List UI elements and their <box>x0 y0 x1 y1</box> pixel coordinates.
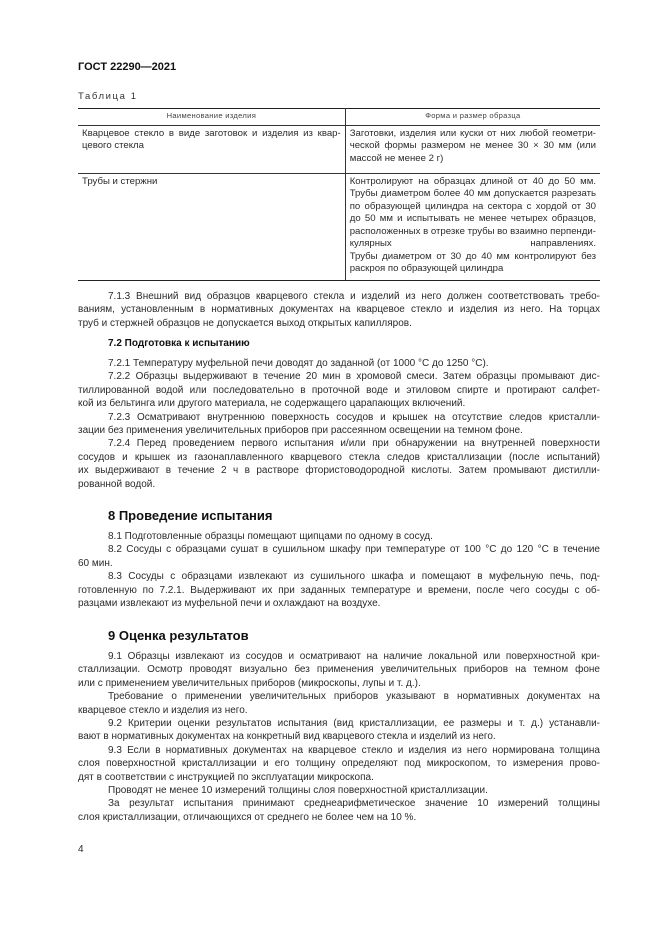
text-line: 8.3 Сосуды с образцами извлекают из сушильного шкафа и помещают в муфельную печь, под- <box>108 571 600 583</box>
section-heading-8: 8 Проведение испытания <box>108 508 273 523</box>
cell-sample-form <box>345 125 600 173</box>
text-line: массой не менее 2 г) <box>349 152 444 164</box>
text-line: 7.2.2 Образцы выдерживают в течение 20 мин в хромовой смеси. Затем образцы промывают дис- <box>108 371 600 383</box>
paragraph <box>78 690 600 717</box>
text-line: Трубы диаметром от 30 до 40 мм контролируют без <box>349 250 596 262</box>
text-line: или с применением увеличительных приборов (микроскопы, лупы и т. д.). <box>78 677 421 689</box>
text-line: до 50 мм и испытывать не менее четырех образцов, <box>349 213 596 224</box>
text-line: 7.2.1 Температуру муфельной печи доводят до заданной (от 1000 °С до 1250 °С). <box>108 358 489 369</box>
section-9-body <box>78 650 600 824</box>
text-line: Трубы диаметром более 40 мм допускается разрезать <box>349 188 596 199</box>
table-row <box>78 173 600 280</box>
text-line: тиллированной водой или последовательно в проточной воде и этиловом спирте и протирают салфет- <box>78 384 600 396</box>
text-line: Проводят не менее 10 измерений толщины слоя поверхностной кристаллизации. <box>108 785 488 797</box>
section-7-2-body <box>78 357 600 491</box>
text-line: 7.2.3 Осматривают внутреннюю поверхность сосудов и крышек на отсутствие следов кристалли- <box>108 411 600 423</box>
text-line: 8.1 Подготовленные образцы помещают щипцами по одному в сосуд. <box>108 531 433 542</box>
text-line: 9.3 Если в нормативных документах на кварцевое стекло и изделия из него нормирована толщина <box>108 744 600 756</box>
text-line: готовленную по 7.2.1. Выдерживают их при заданных температуре и времени, после чего сосуды с об- <box>78 584 600 596</box>
paragraph <box>78 437 600 491</box>
paragraph <box>78 357 600 370</box>
text-line: слоя кристаллизации, отличающихся от среднего не более чем на 10 %. <box>78 811 417 823</box>
text-line: ческой формы размером не менее 30 × 30 мм (или <box>349 140 596 151</box>
text-line: 9.2 Критерии оценки результатов испытания (вид кристаллизации, ее размеры и т. д.) устанавли- <box>108 718 600 730</box>
text-line: слоя поверхностной кристаллизации и его толщину определяют под микроскопом, то измерения прово- <box>78 758 600 770</box>
section-heading-9: 9 Оценка результатов <box>108 628 249 643</box>
paragraph <box>78 290 600 330</box>
paragraph <box>78 650 600 690</box>
text-line: сосудов и крышек из газонаплавленного кварцевого стекла следов кристаллизации (после испытаний) <box>78 451 600 463</box>
section-8-body <box>78 530 600 610</box>
paragraph <box>78 744 600 784</box>
text-line: кулярных направлениях. <box>349 238 596 249</box>
cell-product-name <box>78 125 345 173</box>
paragraph <box>78 797 600 824</box>
column-header: Наименование изделия <box>78 109 345 126</box>
paragraph <box>78 717 600 744</box>
table-row <box>78 125 600 173</box>
text-line: кой из бельтинга или другого материала, не содержащего царапающих включений. <box>78 398 466 410</box>
text-line: зации без применения увеличительных приборов при рассеянном освещении на темном фоне. <box>78 425 523 437</box>
text-line: расположенных в отрезке трубы во взаимно перпенди- <box>349 225 596 237</box>
paragraph <box>78 784 600 797</box>
text-line: кварцевое стекло и изделия из него. <box>78 704 248 716</box>
paragraph <box>78 530 600 543</box>
text-line: 7.2.4 Перед проведением первого испытания и/или при обнаружении на внутренней поверхности <box>108 438 600 450</box>
paragraph <box>78 411 600 438</box>
text-line: рованной водой. <box>78 478 156 490</box>
clause-7-1-3 <box>78 290 600 330</box>
text-line: 7.1.3 Внешний вид образцов кварцевого стекла и изделий из него должен соответствовать требо- <box>108 291 600 302</box>
text-line: их выдерживают в течение 2 ч в растворе фтористоводородной кислоты. Затем промывают дистилли- <box>78 465 600 477</box>
section-heading-7-2: 7.2 Подготовка к испытанию <box>108 338 250 349</box>
table-caption: Таблица 1 <box>78 91 138 102</box>
text-line: Требование о применении увеличительных приборов указывают в нормативных документах на <box>108 691 600 703</box>
text-line: по образующей цилиндра на сектора с хордой от 30 <box>349 200 596 212</box>
sample-table <box>78 108 600 281</box>
text-line: дят в соответствии с инструкцией по эксплуатации микроскопа. <box>78 771 374 783</box>
text-line: цевого стекла <box>82 140 144 151</box>
paragraph <box>78 543 600 570</box>
page-number: 4 <box>78 844 84 855</box>
text-line: сталлизации. Осмотр проводят визуально без применения увеличительных приборов на темном фоне <box>78 664 600 676</box>
text-line: 9.1 Образцы извлекают из сосудов и осматривают на наличие локальной или поверхностной кри- <box>108 651 600 662</box>
cell-sample-form <box>345 173 600 280</box>
text-line: 60 мин. <box>78 557 113 569</box>
text-line: ваниям, установленным в нормативных документах на кварцевое стекло и изделия из него. На торцах <box>78 304 600 316</box>
text-line: разцами извлекают из муфельной печи и охлаждают на воздухе. <box>78 598 381 610</box>
document-header: ГОСТ 22290—2021 <box>78 61 177 73</box>
paragraph <box>78 370 600 410</box>
text-line: Трубы и стержни <box>82 175 158 187</box>
table-header-row <box>78 109 600 126</box>
cell-product-name <box>78 173 345 280</box>
text-line: труб и стержней образцов не допускается выход открытых капилляров. <box>78 317 412 329</box>
text-line: Заготовки, изделия или куски от них любой геометри- <box>349 127 596 139</box>
text-line: 8.2 Сосуды с образцами сушат в сушильном шкафу при температуре от 100 °С до 120 °С в течение <box>108 544 600 556</box>
column-header: Форма и размер образца <box>345 109 600 126</box>
paragraph <box>78 570 600 610</box>
text-line: Контролируют на образцах длиной от 40 до 50 мм. <box>349 175 596 187</box>
text-line: раскроя по образующей цилиндра <box>349 263 504 274</box>
text-line: За результат испытания принимают среднеарифметическое значение 10 измерений толщины <box>108 798 600 810</box>
text-line: вают в нормативных документах на конкретный вид кварцевого стекла и изделий из него. <box>78 731 496 743</box>
text-line: Кварцевое стекло в виде заготовок и изделия из квар- <box>82 127 341 139</box>
